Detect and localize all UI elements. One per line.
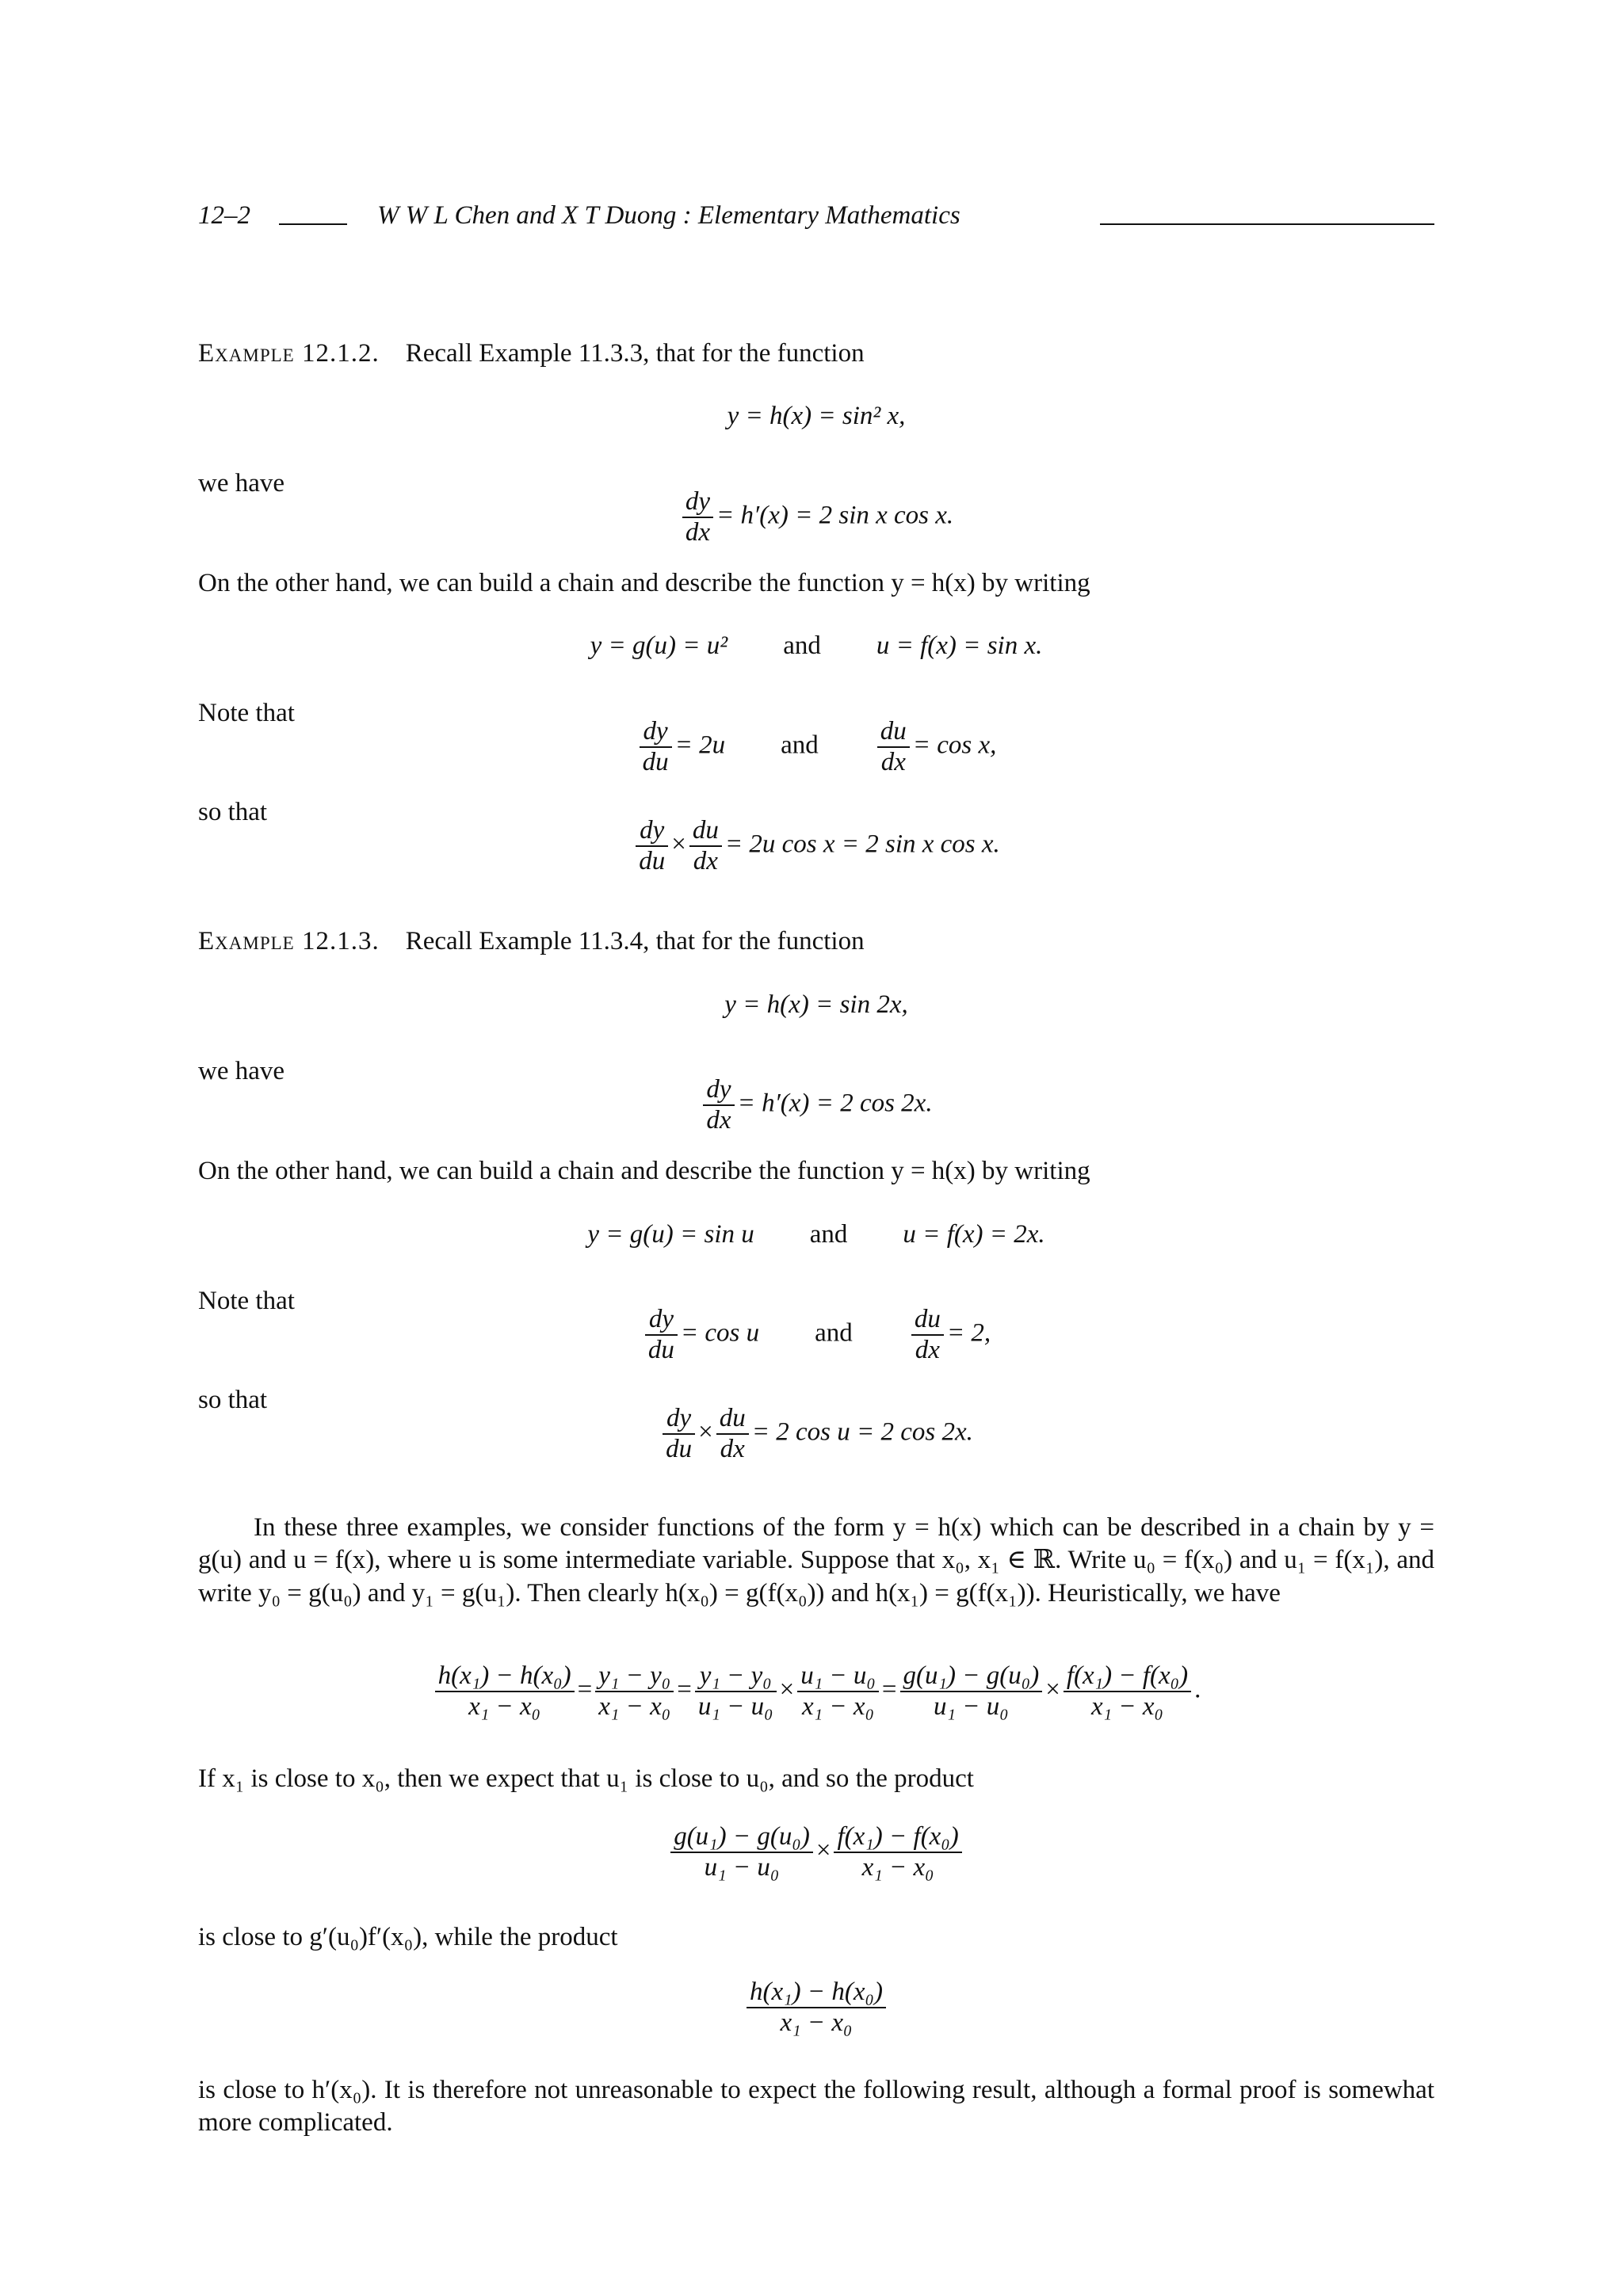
fraction-y-over-u: $\frac{\text{y₁ − y₀}}{\text{u₁ − u₀}}$ (695, 1661, 777, 1722)
example-12-1-3-intro (198, 925, 1434, 958)
equation-chain: y = g(u) = sin u and u = f(x) = 2x. (587, 1220, 1045, 1249)
fraction-f-difference: $\frac{\text{f(x₁) − f(x₀)}}{\text{x₁ − x₀}}$ (834, 1822, 961, 1882)
header-rule-left (279, 223, 347, 225)
fraction-h-difference: $\frac{\text{h(x₁) − h(x₀)}}{\text{x₁ − x₀}}$ (435, 1661, 575, 1722)
equation-derivative: $\frac{dy}{dx}$ = h′(x) = 2 cos 2x. (198, 1075, 1434, 1135)
chain-text: On the other hand, we can build a chain and describe the function y = h(x) by writing (198, 569, 1090, 597)
equation-product: $\frac{dy}{du}$ × $\frac{du}{dx}$ = 2 cos u = 2 cos 2x. (198, 1404, 1434, 1464)
if-close-text: If x₁ is close to x₀, then we expect that u₁ is close to u₀, and so the product (198, 1764, 974, 1793)
chain-text: On the other hand, we can build a chain and describe the function y = h(x) by writing (198, 1157, 1090, 1185)
example-intro-text: Recall Example 11.3.3, that for the function (405, 339, 865, 368)
fraction-dy-dx: $\frac{dy}{dx}$ (703, 1075, 734, 1135)
page-number: 12–2 (198, 201, 250, 230)
header-title: W W L Chen and X T Duong : Elementary Mathematics (377, 201, 960, 230)
example-heading: Example 12.1.2. (198, 339, 380, 368)
note-that-text: Note that (198, 699, 295, 727)
fraction-du-dx: $\frac{du}{dx}$ (877, 717, 910, 777)
fraction-h-difference: $\frac{\text{h(x₁) − h(x₀)}}{\text{x₁ − x₀}}$ (747, 1978, 886, 2038)
equation-partial-derivatives: $\frac{dy}{du}$ = cos u and $\frac{du}{dx}$ = 2, (198, 1305, 1434, 1365)
running-header (198, 200, 1434, 235)
equation-product-gf: $\frac{\text{g(u₁) − g(u₀)}}{\text{u₁ − u₀}}$ × $\frac{\text{f(x₁) − f(x₀)}}{\text{x₁ − x₀}}$ (198, 1822, 1434, 1882)
example-heading: Example 12.1.3. (198, 927, 380, 955)
equation-product: $\frac{dy}{du}$ × $\frac{du}{dx}$ = 2u cos x = 2 sin x cos x. (198, 816, 1434, 876)
header-rule-right (1100, 223, 1434, 225)
equation-partial-derivatives: $\frac{dy}{du}$ = 2u and $\frac{du}{dx}$ = cos x, (198, 717, 1434, 777)
example-intro-text: Recall Example 11.3.4, that for the function (405, 927, 865, 955)
we-have-text: we have (198, 1057, 285, 1085)
example-12-1-2-intro (198, 338, 1434, 370)
fraction-dy-dx: $\frac{dy}{dx}$ (682, 487, 713, 547)
conclusion-paragraph: is close to h′(x₀). It is therefore not unreasonable to expect the following result, although a formal proof is somewhat more complicated. (198, 2076, 1434, 2138)
so-that-text: so that (198, 798, 268, 826)
fraction-g-difference: $\frac{\text{g(u₁) − g(u₀)}}{\text{u₁ − u₀}}$ (900, 1661, 1043, 1722)
fraction-du-dx: $\frac{du}{dx}$ (689, 816, 722, 876)
equation-y-definition: y = h(x) = sin² x, (727, 402, 906, 430)
equation-chain: y = g(u) = u² and u = f(x) = sin x. (590, 631, 1043, 660)
fraction-du-dx: $\frac{du}{dx}$ (716, 1404, 749, 1464)
fraction-y-over-x: $\frac{\text{y₁ − y₀}}{\text{x₁ − x₀}}$ (595, 1661, 674, 1722)
fraction-u-over-x: $\frac{\text{u₁ − u₀}}{\text{x₁ − x₀}}$ (797, 1661, 879, 1722)
fraction-dy-du: $\frac{dy}{du}$ (663, 1404, 695, 1464)
fraction-du-dx: $\frac{du}{dx}$ (911, 1305, 944, 1365)
discussion-paragraph: In these three examples, we consider functions of the form y = h(x) which can be described in a chain by y = g(u) and u = f(x), where u is some intermediate variable. Suppose that x₀, x₁ ∈ ℝ. Write u₀ = f(x₀) and u₁ = f(x₁), and write y₀ = g(u₀) and y₁ = g(u₁). Then clearly h(x₀) = g(f(x₀)) and h(x₁) = g(f(x₁)). Heuristically, we have (198, 1513, 1434, 1608)
we-have-text: we have (198, 469, 285, 498)
equation-quotient-h (198, 1978, 1434, 2038)
fraction-g-difference: $\frac{\text{g(u₁) − g(u₀)}}{\text{u₁ − u₀}}$ (670, 1822, 813, 1882)
so-that-text: so that (198, 1386, 268, 1414)
note-that-text: Note that (198, 1287, 295, 1315)
equation-derivative: $\frac{dy}{dx}$ = h′(x) = 2 sin x cos x. (198, 487, 1434, 547)
fraction-f-difference: $\frac{\text{f(x₁) − f(x₀)}}{\text{x₁ − x₀}}$ (1064, 1661, 1191, 1722)
equation-heuristic: $\frac{\text{h(x₁) − h(x₀)}}{\text{x₁ − x₀}}$ = $\frac{\text{y₁ − y₀}}{\text{x₁ − x₀}}$ = $\frac{\text{y₁ − y₀}}{\text{u₁ − u₀}}$ × $\frac{\text{u₁ − u₀}}{\text{x₁ − x₀}}$ = $\frac{\text{g(u₁) − g(u₀)}}{\text{u₁ − u₀}}$ × $\frac{\text{f(x₁) − f(x₀)}}{\text{x₁ − x₀}}$ . (198, 1661, 1434, 1722)
equation-y-definition: y = h(x) = sin 2x, (724, 990, 908, 1019)
fraction-dy-du: $\frac{dy}{du}$ (640, 717, 672, 777)
fraction-dy-du: $\frac{dy}{du}$ (636, 816, 668, 876)
close-to-g-text: is close to g′(u₀)f′(x₀), while the product (198, 1923, 618, 1951)
fraction-dy-du: $\frac{dy}{du}$ (645, 1305, 678, 1365)
